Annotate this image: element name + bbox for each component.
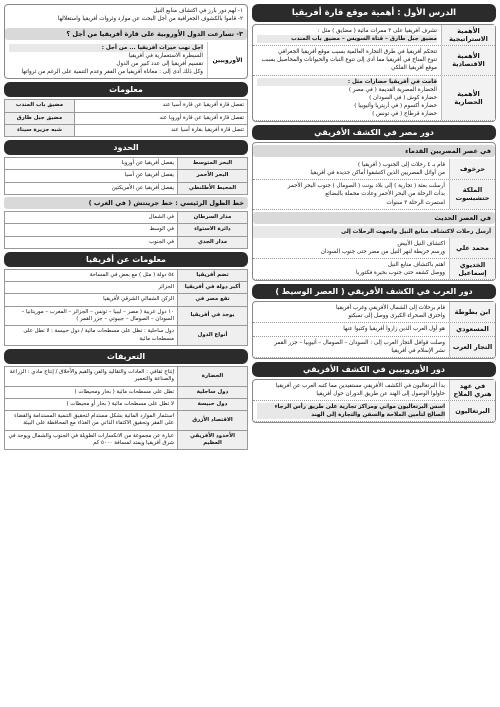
importance-strategic-label: الأهمية الاستراتيجية [441, 25, 495, 45]
definitions-title: التعريفات [4, 349, 248, 364]
table-row: المحيط الأطلنطي يفصل أفريقيا عن الأمريكتين [5, 182, 248, 194]
hatshepsut-row: الملكة حتشبسوت أرسلت بعثة ( تجارية ) إلى بلاد بونت ( الصومال ) جنوب البحر الأحمر بدأت الرحلة من البحر الأحمر وعادت محملة بالبضائع استمرت الرحلة ٣ سنوات [253, 180, 495, 209]
masudi-label: المسعودي [449, 323, 495, 335]
table-row: يوجد في أفريقيا ١٠ دول عربية ( مصر – ليبيا – تونس – الجزائر – المغرب – موريتانيا – السودان – الصومال – جيبوتي – جزر القمر ) [5, 306, 248, 326]
left-column [4, 4, 248, 450]
info-table [4, 99, 248, 137]
egypt-section-title: دور مصر في الكشف الأفريقي [252, 125, 496, 140]
harkhuf-label: حرخوف [449, 159, 495, 179]
table-row: الأخدود الأفريقي العظيم عبارة عن مجموعة من الانكسارات الطويلة في الجنوب والشمال ويوجد في شرق أفريقيا ويمتد لمسافة ٥٠٠٠ كم [5, 430, 248, 450]
top-notes-box: ١- لهم دور بارز في اكتشاف منابع النيل ٢- قاموا بالكشوف الجغرافية من أجل البحث عن موارد وثروات أفريقيا واستغلالها ٣- تسارعت الدول الأوروبية على قارة أفريقيا من أجل ؟ الأوروبيين اجل نهب خيرات أفريقيا ... من أجل : السيطرة الاستعمارية في أفريقيا تقسيم أفريقيا إلى عدد كبير من الدول وكل ذلك أدى إلى : معاناة أفريقيا من الفقر وعدم التنمية على الرغم من ثرواتها [4, 4, 248, 79]
ibn-battuta-label: ابن بطوطة [449, 302, 495, 322]
arabs-section-title: دور العرب في الكشف الأفريقي ( العصر الوسيط ) [252, 284, 496, 299]
table-row: دول ساحلية تطل على مسطحات مائية ( بحار ومحيطات ) [5, 386, 248, 398]
importance-civil-row [253, 76, 495, 122]
european-question: ٣- تسارعت الدول الأوروبية على قارة أفريقيا من أجل ؟ [5, 28, 247, 40]
masudi-row: المسعودي هو أول العرب الذين زاروا أفريقيا وكتبوا عنها [253, 323, 495, 336]
harkhuf-row: حرخوف قام بـ ٤ رحلات إلى الجنوب ( أفريقيا ) من أوائل المصريين الذين اكتشفوا أماكن جديدة في أفريقيا [253, 159, 495, 180]
arab-traders-label: التجار العرب [449, 337, 495, 357]
europe-section-title: دور الأوروبيين في الكشف الأفريقي [252, 362, 496, 377]
egypt-modern-head: في العصر الحديث [253, 212, 495, 224]
egypt-box [252, 142, 496, 281]
portuguese-label: البرتغاليون [449, 401, 495, 421]
table-row: مدار السرطان في الشمال [5, 212, 248, 224]
facts-table [4, 269, 248, 346]
table-row: البحر الأحمر يفصل أفريقيا عن آسيا [5, 170, 248, 182]
european-row: الأوروبيين اجل نهب خيرات أفريقيا ... من أجل : السيطرة الاستعمارية في أفريقيا تقسيم أفريقيا إلى عدد كبير من الدول وكل ذلك أدى إلى : معاناة أفريقيا من الفقر وعدم التنمية على الرغم من ثرواتها [5, 42, 247, 78]
lesson-title: الدرس الأول : أهمية موقع قارة أفريقيا [252, 4, 496, 22]
definitions-table [4, 366, 248, 450]
table-row: الحضارة إنتاج ثقافي : العادات والتقاليد والفن والقيم والأخلاق / إنتاج مادي : الزراعة والصناعة والتعمير [5, 366, 248, 386]
egypt-modern-intro: أرسل رحلات لاكتشاف منابع النيل واتجهت الرحلات إلى [253, 226, 495, 238]
info-title: معلومات [4, 82, 248, 97]
borders-title: الحدود [4, 140, 248, 155]
table-row: مدار الجدي في الجنوب [5, 236, 248, 248]
table-row: الاقتصاد الأزرق استثمار الموارد المائية بشكل مستدام لتحقيق التنمية المستدامة والقضاء على الفقر وتحقيق الاكتفاء الذاتي من الغذاء مع المحافظة على البيئة [5, 411, 248, 431]
henry-row: في عهد هنري الملاح بدأ البرتغاليون في الكشف الأفريقي مستفيدين مما كتبه العرب عن أفريقيا حاولوا الوصول إلى الهند عن طريق الدوران حول أفريقيا [253, 380, 495, 401]
borders-table [4, 157, 248, 195]
importance-economic-label: الأهمية الاقتصادية [441, 46, 495, 74]
table-row: دول حبيسة لا تطل على مسطحات مائية ( بحار أو محيطات ) [5, 398, 248, 410]
henry-label: في عهد هنري الملاح [449, 380, 495, 400]
importance-economic-row [253, 46, 495, 75]
right-column [252, 4, 496, 426]
portuguese-row: البرتغاليون اسس البرتغاليون مواني ومراكز تجارية على طريق رأس الرجاء الصالح لتأمين الملاحة والسفن والتجارة إلى الهند [253, 401, 495, 422]
table-row: تتصل قارة أفريقيا بقارة آسيا عند شبه جزيرة سيناء [5, 124, 248, 136]
ismail-label: الخديوي إسماعيل [449, 259, 495, 279]
table-row: تقع مصر في الركن الشمالي الشرقي لأفريقيا [5, 294, 248, 306]
arab-traders-row: التجار العرب وصلت قوافل التجار العرب إلى : السودان – الصومال – أثيوبيا – جزر القمر نشر الإسلام في أفريقيا [253, 337, 495, 358]
latitudes-table [4, 211, 248, 249]
ismail-row: الخديوي إسماعيل اهتم باكتشاف منابع النيل ووصل كشفه حتى جنوب بحيرة فكتوريا [253, 259, 495, 280]
table-row: أنواع الدول دول ساحلية : تطل على مسطحات مائية / دول حبيسة : لا تطل على مسطحات مائية [5, 326, 248, 346]
europe-box [252, 379, 496, 423]
table-row: تفصل قارة أفريقيا عن قارة آسيا عند مضيق باب المندب [5, 100, 248, 112]
importance-strategic-row [253, 25, 495, 46]
table-row: البحر المتوسط يفصل أفريقيا عن أوروبا [5, 158, 248, 170]
importance-strategic-text: تشرف أفريقيا على ٣ ممرات مائية ( مضايق ) مثل : مضيق جبل طارق – قناة السويس – مضيق باب المندب [253, 25, 441, 45]
table-row: تضم أفريقيا ٥٤ دولة ( مثل ) مع بعض في المساحة [5, 269, 248, 281]
mohamed-ali-row: محمد علي اكتشاف النيل الأبيض ورسم خريطة لنهر النيل من مصر حتى جنوب السودان [253, 238, 495, 259]
arabs-box [252, 301, 496, 359]
importance-box [252, 24, 496, 122]
mohamed-ali-label: محمد علي [449, 238, 495, 258]
ibn-battuta-row: ابن بطوطة قام برحلات إلى الشمال الأفريقي وغرب أفريقيا واخترق الصحراء الكبرى ووصل إلى تمبكتو [253, 302, 495, 323]
european-label: الأوروبيين [207, 42, 247, 78]
table-row: دائرة الاستواء في الوسط [5, 224, 248, 236]
meridian-title: خط الطول الرئيسي : خط جرينتش ( في الغرب ) [4, 197, 248, 209]
table-row: أكبر دولة في أفريقيا الجزائر [5, 282, 248, 294]
table-row: تفصل قارة أفريقيا عن قارة أوروبا عند مضيق جبل طارق [5, 112, 248, 124]
importance-civil-text: قامت في أفريقيا حضارات مثل : الحضارة المصرية القديمة ( في مصر ) حضارة كوش ( في السودان ) حضارة أكسوم ( في أريتريا وأثيوبيا ) حضارة قرطاج ( في تونس ) [253, 76, 441, 121]
importance-civil-label: الأهمية الحضارية [441, 76, 495, 121]
facts-title: معلومات عن أفريقيا [4, 252, 248, 267]
egypt-ancient-head: في عصر المصريين القدماء [253, 145, 495, 157]
importance-economic-text: تتحكم أفريقيا في طرق التجارة العالمية بسبب موقع أفريقيا الجغرافي تنوع المناخ في أفريقيا مما أدى إلى تنوع النبات والحيوانات والمحاصيل بسبب موقع أفريقيا الفلكي [261, 49, 437, 72]
hatshepsut-label: الملكة حتشبسوت [449, 180, 495, 208]
